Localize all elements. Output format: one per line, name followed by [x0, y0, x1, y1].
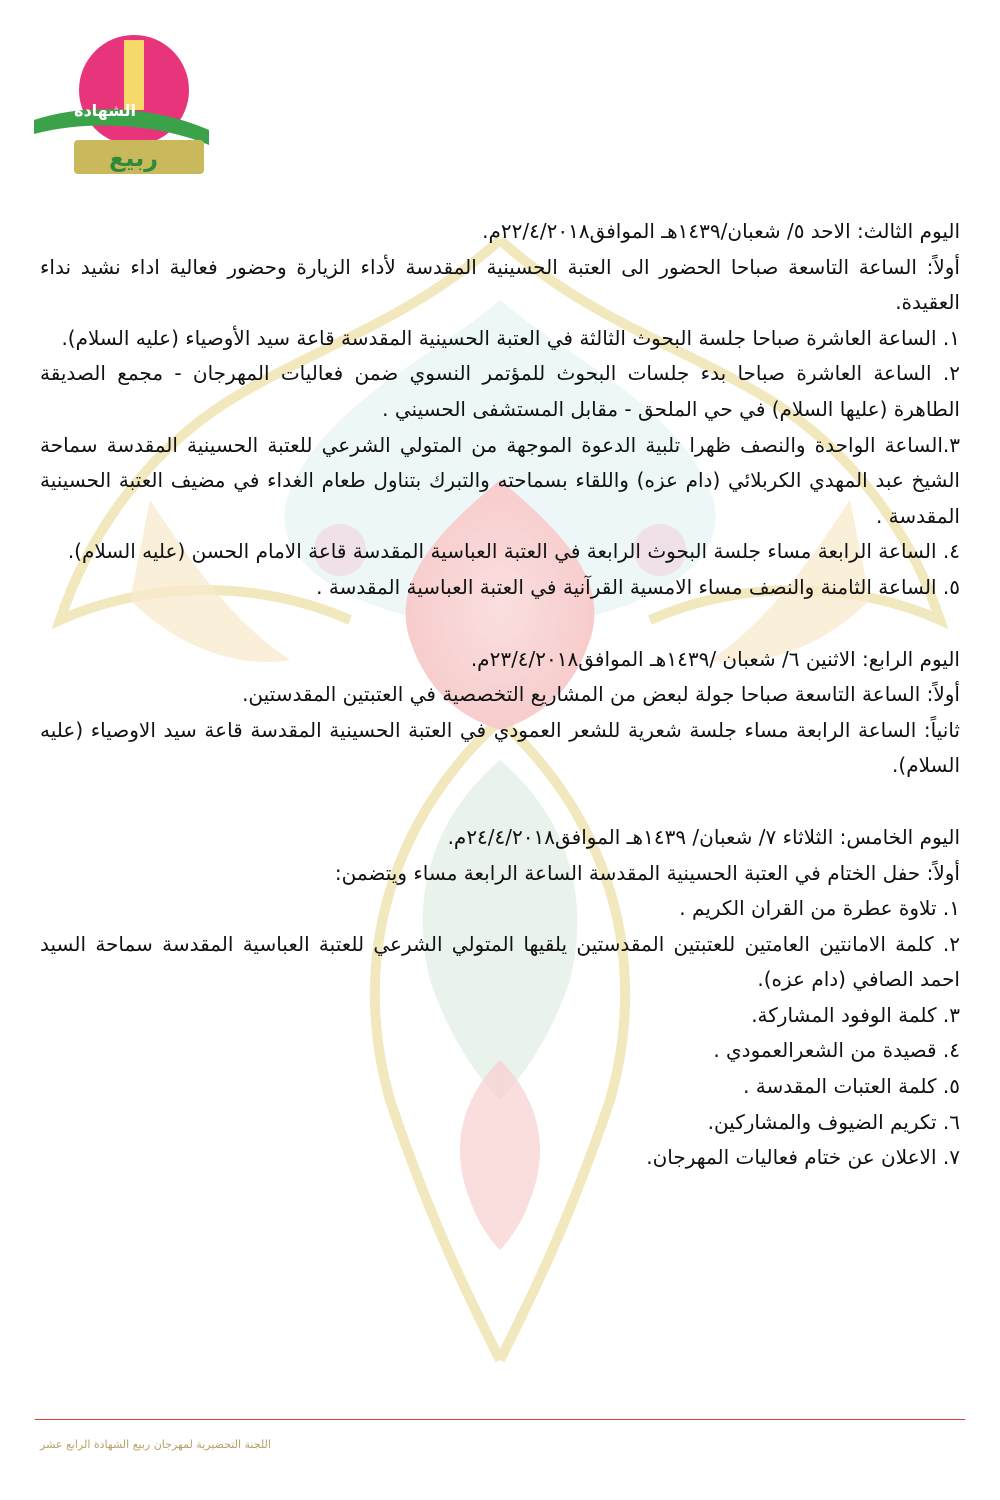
day5-item-7: ٧. الاعلان عن ختام فعاليات المهرجان.: [646, 1145, 960, 1170]
day5-item-5: ٥. كلمة العتبات المقدسة .: [743, 1074, 960, 1099]
day3-item-5: ٥. الساعة الثامنة والنصف مساء الامسية القرآنية في العتبة العباسية المقدسة .: [316, 574, 960, 599]
program-text: [40, 214, 960, 1176]
footer-divider: [35, 1419, 965, 1420]
day3-heading: اليوم الثالث: الاحد ٥/ شعبان/١٤٣٩هـ الموافق٢٢/٤/٢٠١٨م.: [482, 219, 960, 243]
day5-first: أولاً: حفل الختام في العتبة الحسينية المقدسة الساعة الرابعة مساء ويتضمن:: [334, 860, 960, 885]
day5-item-4: ٤. قصيدة من الشعرالعمودي .: [713, 1038, 960, 1063]
day5-heading: اليوم الخامس: الثلاثاء ٧/ شعبان/ ١٤٣٩هـ الموافق٢٤/٤/٢٠١٨م.: [447, 824, 960, 849]
day3-item-1: ١. الساعة العاشرة صباحا جلسة البحوث الثالثة في العتبة الحسينية المقدسة قاعة سيد الأوصياء (عليه السلام).: [61, 325, 960, 350]
footer-text: اللجنة التحضيرية لمهرجان ربيع الشهادة الرابع عشر: [40, 1438, 271, 1451]
day4-heading: اليوم الرابع: الاثنين ٦/ شعبان /١٤٣٩هـ الموافق٢٣/٤/٢٠١٨م.: [470, 646, 960, 671]
day5-item-2: ٢. كلمة الامانتين العامتين للعتبتين المقدستين يلقيها المتولي الشرعي للعتبة العباسية المقدسة سماحة السيد احمد الصافي (دام عزه).: [40, 931, 960, 992]
festival-logo: [14, 30, 214, 180]
logo-top-text: الشهادة: [74, 101, 136, 120]
day3-item-3: ٣.الساعة الواحدة والنصف ظهرا تلبية الدعوة الموجهة من المتولي الشرعي للعتبة الحسينية المقدسة سماحة الشيخ عبد المهدي الكربلائي (دام عزه) واللقاء بسماحته والتبرك بتناول طعام الغداء في مضيف العتبة الحسينية المقدسة .: [40, 432, 960, 528]
day5-item-1: ١. تلاوة عطرة من القران الكريم .: [679, 896, 960, 921]
day5-item-6: ٦. تكريم الضيوف والمشاركين.: [707, 1109, 960, 1134]
day4-first: أولاً: الساعة التاسعة صباحا جولة لبعض من المشاريع التخصصية في العتبتين المقدستين.: [242, 682, 960, 707]
day3-first: أولاً: الساعة التاسعة صباحا الحضور الى العتبة الحسينية المقدسة لأداء الزيارة وحضور فعالية اداء نشيد نداء العقيدة.: [40, 254, 960, 315]
day5-item-3: ٣. كلمة الوفود المشاركة.: [751, 1002, 960, 1027]
day3-item-4: ٤. الساعة الرابعة مساء جلسة البحوث الرابعة في العتبة العباسية المقدسة قاعة الامام الحسن (عليه السلام).: [67, 539, 960, 564]
day3-item-2: ٢. الساعة العاشرة صباحا بدء جلسات البحوث للمؤتمر النسوي ضمن فعاليات المهرجان - مجمع الصديقة الطاهرة (عليها السلام) في حي الملحق - مقابل المستشفى الحسيني .: [40, 361, 960, 421]
logo-bottom-text: ربيع: [109, 144, 159, 172]
day4-second: ثانياً: الساعة الرابعة مساء جلسة شعرية للشعر العمودي في العتبة الحسينية المقدسة قاعة سيد الاوصياء (عليه السلام).: [40, 717, 960, 778]
